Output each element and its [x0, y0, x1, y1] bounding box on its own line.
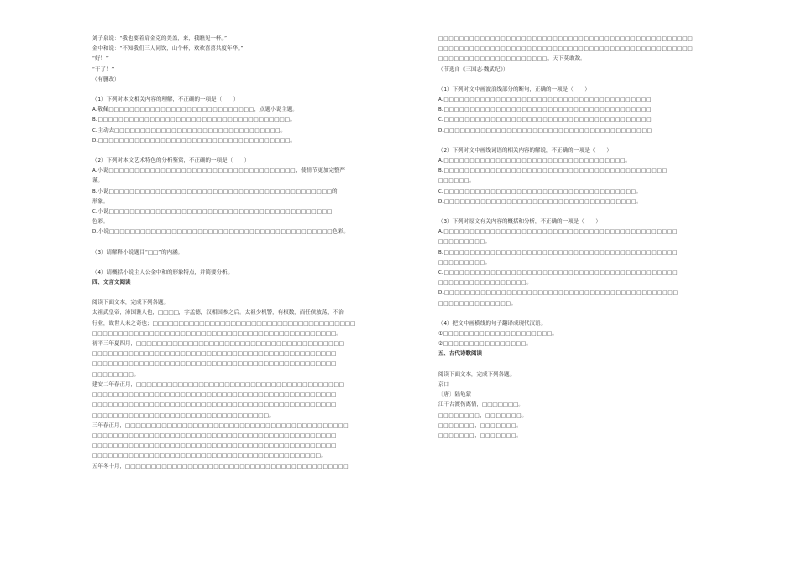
left-line: 行业，故世人未之奇也；□□□□□□□□□□□□□□□□□□□□□□□□□□□□□□□□□□□□□□□: [92, 320, 356, 327]
left-column: [92, 34, 388, 472]
left-line: 谨。: [92, 178, 104, 185]
right-line: D.□□□□□□□□□□□□□□□□□□□□□□□□□□□□□□□□□□□□□。: [438, 198, 642, 205]
right-line: □□□□□□□□□。: [438, 239, 491, 246]
left-line: □□□□□□□□□□□□□□□□□□□□□□□□□□□□□□□□□□□□□□□□□□□□□□□: [92, 351, 337, 358]
left-line: □□□□□□□□□□□□□□□□□□□□□□□□□□□□□□□□□□□□□□□□□□□□□□□。: [92, 330, 342, 337]
right-line: ①□□□□□□□□□□□□□□□□□□□□□。: [438, 331, 558, 338]
right-line: [438, 360, 743, 370]
right-line: □□□□□□□□□□□□□□□□□□□□□，天下莫敢敌。: [438, 56, 586, 63]
right-line: □□□□□□。: [438, 178, 475, 185]
left-line: （1）下列对本文相关内容的理解，不正确的一项是（ ）: [92, 97, 239, 104]
left-line: 五年冬十月，□□□□□□□□□□□□□□□□□□□□□□□□□□□□□□□□□□□□□□□□□□□: [92, 463, 349, 470]
left-line: （有删改）: [92, 76, 120, 83]
right-line: （3）下列对原文有关内容的概括和分析，不正确的一项是（ ）: [438, 219, 602, 226]
left-line: B.□□□□□□□□□□□□□□□□□□□□□□□□□□□□□□□□□□□□□。: [92, 117, 296, 124]
left-line: □□□□□□□□□□□□□□□□□□□□□□□□□□□□□□□□□□□□□□□□□□□□□□□: [92, 392, 337, 399]
left-line: □□□□□□□□□□□□□□□□□□□□□□□□□□□□□□□□□□□□□□□□□□□□。: [92, 453, 327, 460]
left-line: （4）请概括小说主人公金中和的形象特点，并简要分析。: [92, 269, 234, 276]
right-line: （1）下列对文中画波浪线部分的断句，正确的一项是（ ）: [438, 86, 591, 93]
right-line: C.□□□□□□□□□□□□□□□□□□□□□□□□□□□□□□□□□□□□□□□□□□□□□: [438, 270, 678, 277]
right-line: [438, 136, 743, 146]
left-line: A.敬佩□□□□□□□□□□□□□□□□□□□□□□□□□□□□，点题小说主题。: [92, 107, 298, 114]
right-line: A.□□□□□□□□□□□□□□□□□□□□□□□□□□□□□□□□□□□□□□□□□□□□□: [438, 229, 678, 236]
left-line: □□□□□□□□□□□□□□□□□□□□□□□□□□□□□□□□□□□□□□□□□□□□□□□: [92, 432, 337, 439]
right-line: （2）下列对文中画线词语的相关内容的解说，不正确的一项是（ ）: [438, 147, 613, 154]
left-line: □□□□□□□□□□□□□□□□□□□□□□□□□□□□□□□□□□□□□□□□□□□□□□□: [92, 443, 337, 450]
left-line: D.小说□□□□□□□□□□□□□□□□□□□□□□□□□□□□□□□□□□□□□□□□□□□色彩。: [92, 229, 349, 236]
left-line: 三年春正月，□□□□□□□□□□□□□□□□□□□□□□□□□□□□□□□□□□□□□□□□□□□: [92, 422, 349, 429]
right-line: [438, 75, 743, 85]
left-line: B.小说□□□□□□□□□□□□□□□□□□□□□□□□□□□□□□□□□□□□□□□□□□□的: [92, 188, 338, 195]
right-line: [438, 207, 743, 217]
left-line: □□□□□□□□□□□□□□□□□□□□□□□□□□□□□□□□□□。: [92, 412, 275, 419]
right-line: □□□□□□□□□□□□□□□□□□□□□□□□□□□□□□□□□□□□□□□□□□□□□□□□□: [438, 46, 693, 53]
left-line: 刘子泉说：“我也要着肩金克的美盖，来，我瞧见一杯。”: [92, 36, 227, 42]
right-line: A.□□□□□□□□□□□□□□□□□□□□□□□□□□□□□□□□□□□□□□□□: [438, 97, 652, 104]
left-line: （2）下列对本文艺术特色的分析鉴赏，不正确的一项是（ ）: [92, 158, 250, 165]
left-line: C.主动去□□□□□□□□□□□□□□□□□□□□□□□□□□□□□□□□。: [92, 127, 286, 134]
right-line: C.□□□□□□□□□□□□□□□□□□□□□□□□□□□□□□□□□□□□□□□□: [438, 117, 652, 124]
right-line: [438, 309, 743, 319]
right-line: □□□□□□□□□□□□□□□□□□□□□□□□□□□□□□□□□□□□□□□□□□□□□□□□□: [438, 36, 693, 42]
right-line: □□□□□□□□□。: [438, 259, 491, 266]
left-line: 四、文言文阅读: [92, 280, 131, 287]
right-line: 〔唐〕陆龟蒙: [438, 392, 472, 399]
right-line: （节选自《三国志·魏武纪》）: [438, 66, 509, 73]
right-line: 五、古代诗歌阅读: [438, 351, 483, 358]
left-line: 阅读下面文本，完成下列各题。: [92, 300, 170, 307]
right-line: D.□□□□□□□□□□□□□□□□□□□□□□□□□□□□□□□□□□□□□□□□□□□□□: [438, 290, 678, 297]
left-line: □□□□□□□□□□□□□□□□□□□□□□□□□□□□□□□□□□□□□□□□□□□□□□□: [92, 361, 337, 368]
left-line: □□□□□□□□。: [92, 371, 140, 378]
left-line: 太祖武皇帝，沛国谯人也，□□□□，字孟德，汉相国参之后。太祖少机警，有权数，而任侠放荡，不治: [92, 310, 344, 317]
left-line: （3）请解释小说题目“□□”的内涵。: [92, 249, 184, 256]
left-line: 色彩。: [92, 219, 109, 226]
right-line: □□□□□□□，□□□□□□□。: [438, 422, 522, 429]
right-line: B.□□□□□□□□□□□□□□□□□□□□□□□□□□□□□□□□□□□□□□□□: [438, 107, 652, 114]
left-line: 建安二年春正月，□□□□□□□□□□□□□□□□□□□□□□□□□□□□□□□□□□□□□□□□: [92, 381, 344, 388]
right-line: A.□□□□□□□□□□□□□□□□□□□□□□□□□□□□□□□□□□□。: [438, 158, 631, 165]
left-line: A.小说□□□□□□□□□□□□□□□□□□□□□□□□□□□□□□□□□□□□，使情节更加完整严: [92, 168, 345, 175]
left-line: D.□□□□□□□□□□□□□□□□□□□□□□□□□□□□□□□□□□□□□。: [92, 137, 296, 144]
left-line: “干了！”: [92, 66, 115, 73]
right-line: 江干古渡伤离情，□□□□□□□。: [438, 402, 524, 409]
left-line: 初平三年夏四月，□□□□□□□□□□□□□□□□□□□□□□□□□□□□□□□□□□□□□□□□: [92, 341, 344, 348]
left-line: □□□□□□□□□□□□□□□□□□□□□□□□□□□□□□□□□□□□□□□□□□□□□□□: [92, 402, 337, 409]
right-line: B.□□□□□□□□□□□□□□□□□□□□□□□□□□□□□□□□□□□□□□□□□□□□□: [438, 249, 678, 256]
right-line: B.□□□□□□□□□□□□□□□□□□□□□□□□□□□□□□□□□□□□□□□□□□□: [438, 168, 667, 175]
right-column: [438, 34, 743, 441]
left-line: “好！”: [92, 56, 109, 63]
left-line: [92, 146, 388, 156]
left-line: [92, 258, 388, 268]
right-line: 京口: [438, 381, 450, 388]
right-line: （4）把文中画横线的句子翻译成现代汉语。: [438, 320, 547, 327]
left-line: 形象。: [92, 198, 109, 205]
left-line: [92, 85, 388, 95]
left-line: 金中和说：“不知我们三人同饮，山个杯，欢欢喜喜共度年华。”: [92, 46, 244, 53]
right-line: □□□□□□□□□□□□□□。: [438, 300, 517, 307]
right-line: □□□□□□□□□□□□□□□□□。: [438, 280, 532, 287]
left-line: [92, 238, 388, 248]
right-line: □□□□□□□□，□□□□□□□。: [438, 412, 527, 419]
left-line: [92, 288, 388, 298]
right-line: 阅读下面文本，完成下列各题。: [438, 371, 516, 378]
right-line: D.□□□□□□□□□□□□□□□□□□□□□□□□□□□□□□□□□□□□□□□□: [438, 127, 652, 134]
right-line: ②□□□□□□□□□□□□□□□□。: [438, 341, 532, 348]
right-line: □□□□□□□，□□□□□□□。: [438, 432, 522, 439]
left-line: C.小说□□□□□□□□□□□□□□□□□□□□□□□□□□□□□□□□□□□□□□□□□□□: [92, 209, 333, 216]
right-line: C.□□□□□□□□□□□□□□□□□□□□□□□□□□□□□□□□□□□□□。: [438, 188, 642, 195]
